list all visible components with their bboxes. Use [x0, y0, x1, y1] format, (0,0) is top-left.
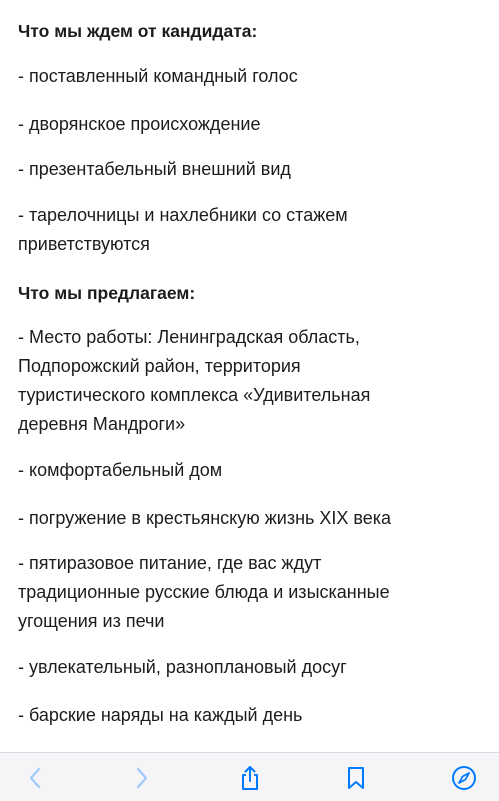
tabs-button[interactable]: [449, 763, 479, 793]
list-item: [18, 62, 486, 91]
bookmarks-icon: [346, 766, 366, 790]
list-item: [18, 323, 486, 439]
list-item-line: - презентабельный внешний вид: [18, 159, 291, 179]
list-item: [18, 110, 486, 139]
list-item-line: - поставленный командный голос: [18, 66, 298, 86]
section-heading-expectations: Что мы ждем от кандидата:: [18, 21, 258, 41]
share-icon: [239, 765, 261, 791]
back-icon: [28, 767, 42, 789]
list-item: [18, 504, 486, 533]
bookmarks-button[interactable]: [341, 763, 371, 793]
forward-icon: [135, 767, 149, 789]
list-item: [18, 456, 486, 485]
compass-icon: [451, 765, 477, 791]
browser-toolbar: [0, 752, 499, 801]
list-item-line: - комфортабельный дом: [18, 460, 223, 480]
list-item: [18, 701, 486, 730]
list-item-line: - дворянское происхождение: [18, 114, 261, 134]
list-item-line: традиционные русские блюда и изысканные: [18, 582, 390, 602]
list-item: [18, 549, 486, 636]
list-item-line: - увлекательный, разноплановый досуг: [18, 657, 347, 677]
list-item-line: - погружение в крестьянскую жизнь XIX века: [18, 508, 392, 528]
list-item-line: - тарелочницы и нахлебники со стажем: [18, 205, 348, 225]
list-item: [18, 653, 486, 682]
list-item-line: - Место работы: Ленинградская область,: [18, 327, 360, 347]
list-item: [18, 201, 486, 259]
section-heading-offer: Что мы предлагаем:: [18, 283, 196, 303]
forward-button[interactable]: [127, 763, 157, 793]
list-item-line: угощения из печи: [18, 611, 165, 631]
back-button[interactable]: [20, 763, 50, 793]
list-item-line: Подпорожский район, территория: [18, 356, 301, 376]
list-item-line: приветствуются: [18, 234, 150, 254]
list-item-line: - пятиразовое питание, где вас ждут: [18, 553, 322, 573]
list-item: [18, 155, 486, 184]
list-item-line: деревня Мандроги»: [18, 414, 186, 434]
list-item-line: - барские наряды на каждый день: [18, 705, 303, 725]
share-button[interactable]: [235, 763, 265, 793]
list-item-line: туристического комплекса «Удивительная: [18, 385, 371, 405]
